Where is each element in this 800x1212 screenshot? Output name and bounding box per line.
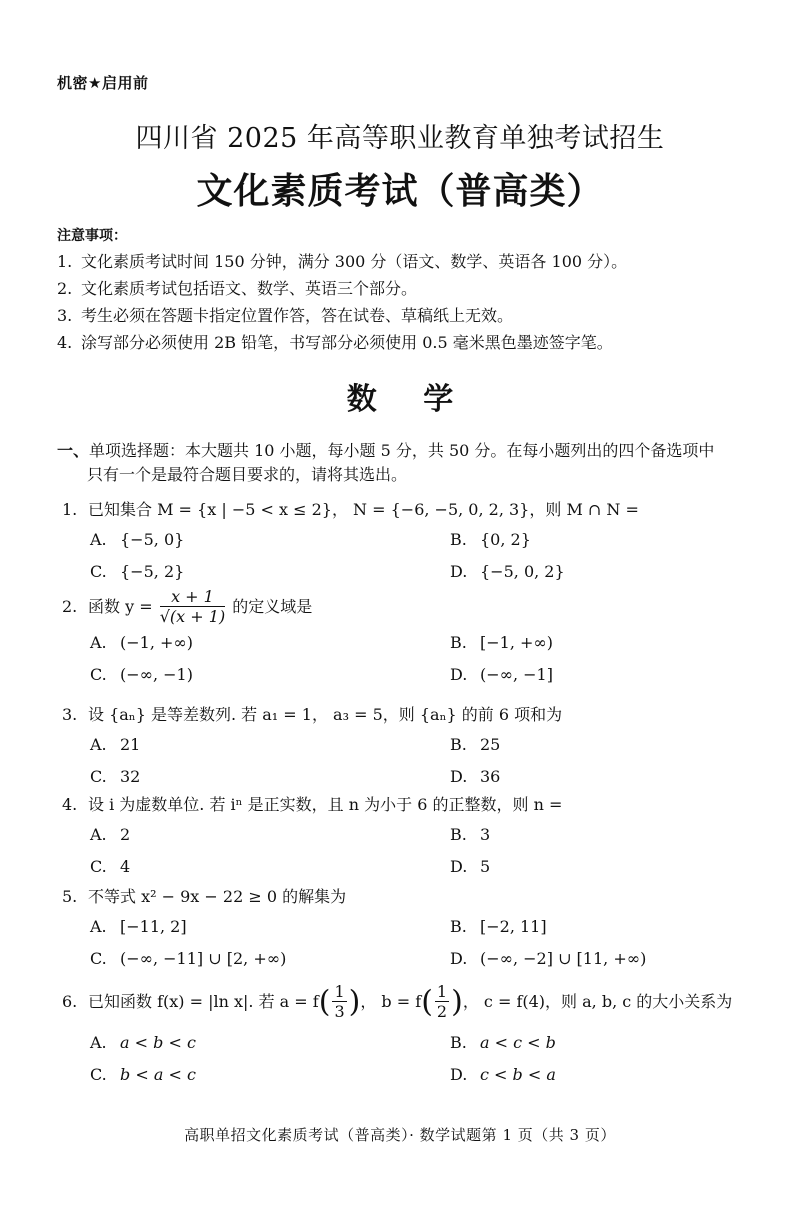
option-d xyxy=(450,767,500,786)
section-mark: 一、 xyxy=(57,441,90,460)
option-letter: D. xyxy=(450,767,468,786)
fraction-numerator: 1 xyxy=(436,982,448,1001)
option-letter: C. xyxy=(90,1064,107,1084)
option-text: a < c < b xyxy=(480,1032,556,1052)
section-line2: 只有一个是最符合题目要求的，请将其选出。 xyxy=(87,465,408,484)
option-b xyxy=(450,735,500,754)
paren-open: ( xyxy=(421,984,433,1020)
option-letter: A. xyxy=(90,917,107,936)
option-text: (−1, +∞) xyxy=(120,633,193,652)
section-heading xyxy=(57,439,757,487)
option-text: 3 xyxy=(480,825,491,844)
option-c xyxy=(90,1065,196,1084)
option-c xyxy=(90,562,184,581)
option-text: 21 xyxy=(120,735,141,754)
option-b xyxy=(450,825,490,844)
option-d xyxy=(450,949,646,968)
option-letter: A. xyxy=(90,530,107,549)
option-letter: D. xyxy=(450,949,468,968)
option-text: [−1, +∞) xyxy=(480,633,553,652)
notice-item xyxy=(57,329,777,356)
page-footer: 高职单招文化素质考试（普高类）· 数学试题第 1 页（共 3 页） xyxy=(184,1126,616,1144)
fraction xyxy=(160,588,225,627)
option-a xyxy=(90,1033,196,1052)
question-number: 4. xyxy=(62,795,78,814)
notice-num: 1. xyxy=(57,252,73,271)
option-letter: D. xyxy=(450,857,468,876)
fraction-numerator: 1 xyxy=(334,982,345,1001)
option-text: [−2, 11] xyxy=(480,917,547,936)
option-c xyxy=(90,949,286,968)
question-stem: 已知集合 M = {x | −5 < x ≤ 2}， N = {−6, −5, 0, 2, 3}，则 M ∩ N = xyxy=(88,500,639,519)
option-letter: A. xyxy=(90,825,107,844)
option-text: (−∞, −2] ∪ [11, +∞) xyxy=(480,949,647,968)
fraction-denominator: √(x + 1) xyxy=(159,607,226,626)
option-letter: D. xyxy=(450,562,468,581)
notice-item xyxy=(57,275,777,302)
option-a xyxy=(90,735,140,754)
option-letter: C. xyxy=(90,949,107,968)
question-stem: 不等式 x² − 9x − 22 ≥ 0 的解集为 xyxy=(88,887,347,906)
option-a xyxy=(90,530,184,549)
question-stem: 设 i 为虚数单位. 若 iⁿ 是正实数，且 n 为小于 6 的正整数，则 n = xyxy=(88,795,563,814)
question-6 xyxy=(62,978,782,1084)
option-b xyxy=(450,530,531,549)
option-c xyxy=(90,767,140,786)
paren-close: ) xyxy=(348,984,361,1020)
option-text: {0, 2} xyxy=(480,530,531,549)
option-letter: D. xyxy=(450,1064,468,1084)
notice-list xyxy=(57,248,777,356)
option-letter: C. xyxy=(90,562,107,581)
option-text: 32 xyxy=(120,767,141,786)
fraction-b xyxy=(435,983,449,1022)
confidential-label: 机密★启用前 xyxy=(57,74,149,92)
option-b xyxy=(450,633,553,652)
notice-item xyxy=(57,302,777,329)
option-text: {−5, 2} xyxy=(120,562,185,581)
section-line1: 单项选择题：本大题共 10 小题，每小题 5 分，共 50 分。在每小题列出的四个备选项中 xyxy=(89,441,715,460)
option-letter: B. xyxy=(450,1032,467,1052)
question-number: 5. xyxy=(62,887,78,906)
fraction-a xyxy=(332,983,346,1022)
option-text: 4 xyxy=(120,857,131,876)
option-letter: B. xyxy=(450,633,467,652)
fraction-numerator: x + 1 xyxy=(160,588,225,607)
question-stem: 设 {aₙ} 是等差数列. 若 a₁ = 1， a₃ = 5，则 {aₙ} 的前 6 项和为 xyxy=(88,705,563,724)
notice-text: 涂写部分必须使用 2B 铅笔，书写部分必须使用 0.5 毫米黑色墨迹签字笔。 xyxy=(81,333,613,352)
option-letter: C. xyxy=(90,767,107,786)
option-d xyxy=(450,665,553,684)
question-number: 6. xyxy=(62,992,78,1011)
option-letter: B. xyxy=(450,825,467,844)
notice-text: 考生必须在答题卡指定位置作答，答在试卷、草稿纸上无效。 xyxy=(81,306,514,325)
question-3 xyxy=(62,703,782,786)
fraction-denominator: 2 xyxy=(436,1002,448,1021)
question-stem-pre: 函数 y = xyxy=(88,597,158,616)
option-c xyxy=(90,665,193,684)
subject-title: 数 学 xyxy=(346,382,472,417)
notice-text: 文化素质考试时间 150 分钟，满分 300 分（语文、数学、英语各 100 分）。 xyxy=(81,252,628,271)
question-number: 1. xyxy=(62,500,78,519)
option-a xyxy=(90,825,130,844)
option-text: b < a < c xyxy=(120,1064,196,1084)
exam-subtitle: 文化素质考试（普高类） xyxy=(196,170,604,212)
question-5 xyxy=(62,885,782,968)
notice-item xyxy=(57,248,777,275)
option-text: 5 xyxy=(480,857,491,876)
option-b xyxy=(450,917,547,936)
option-a xyxy=(90,633,193,652)
notice-num: 3. xyxy=(57,306,73,325)
option-text: [−11, 2] xyxy=(120,917,187,936)
option-letter: A. xyxy=(90,633,107,652)
option-text: (−∞, −1] xyxy=(480,665,553,684)
option-d xyxy=(450,857,490,876)
option-text: c < b < a xyxy=(480,1064,556,1084)
option-letter: A. xyxy=(90,1032,107,1052)
notice-heading: 注意事项： xyxy=(57,228,127,244)
option-a xyxy=(90,917,187,936)
option-b xyxy=(450,1033,556,1052)
option-c xyxy=(90,857,130,876)
option-letter: A. xyxy=(90,735,107,754)
option-text: a < b < c xyxy=(120,1032,196,1052)
option-text: 2 xyxy=(120,825,131,844)
option-text: 36 xyxy=(480,767,501,786)
paren-close: ) xyxy=(451,984,463,1020)
question-number: 3. xyxy=(62,705,78,724)
option-text: 25 xyxy=(480,735,501,754)
option-letter: C. xyxy=(90,665,107,684)
paren-open: ( xyxy=(318,984,331,1020)
option-letter: C. xyxy=(90,857,107,876)
question-number: 2. xyxy=(62,597,78,616)
question-2 xyxy=(62,587,782,684)
option-text: {−5, 0, 2} xyxy=(480,562,565,581)
option-letter: B. xyxy=(450,530,467,549)
option-text: (−∞, −11] ∪ [2, +∞) xyxy=(120,949,287,968)
question-stem-post: 的定义域是 xyxy=(227,597,313,616)
question-4 xyxy=(62,793,782,876)
question-1 xyxy=(62,498,782,581)
notice-text: 文化素质考试包括语文、数学、英语三个部分。 xyxy=(81,279,418,298)
question-stem-pre: 已知函数 f(x) = |ln x|. 若 a = f xyxy=(88,992,319,1011)
fraction-denominator: 3 xyxy=(334,1002,345,1021)
notice-num: 4. xyxy=(57,333,73,352)
option-d xyxy=(450,1065,556,1084)
option-letter: B. xyxy=(450,735,467,754)
option-letter: B. xyxy=(450,917,467,936)
option-letter: D. xyxy=(450,665,468,684)
option-d xyxy=(450,562,565,581)
option-text: {−5, 0} xyxy=(120,530,185,549)
option-text: (−∞, −1) xyxy=(120,665,193,684)
exam-title: 四川省 2025 年高等职业教育单独考试招生 xyxy=(135,123,665,154)
notice-num: 2. xyxy=(57,279,73,298)
question-stem-post: ， c = f(4)，则 a, b, c 的大小关系为 xyxy=(462,992,733,1011)
question-stem-mid: ， b = f xyxy=(360,992,422,1011)
